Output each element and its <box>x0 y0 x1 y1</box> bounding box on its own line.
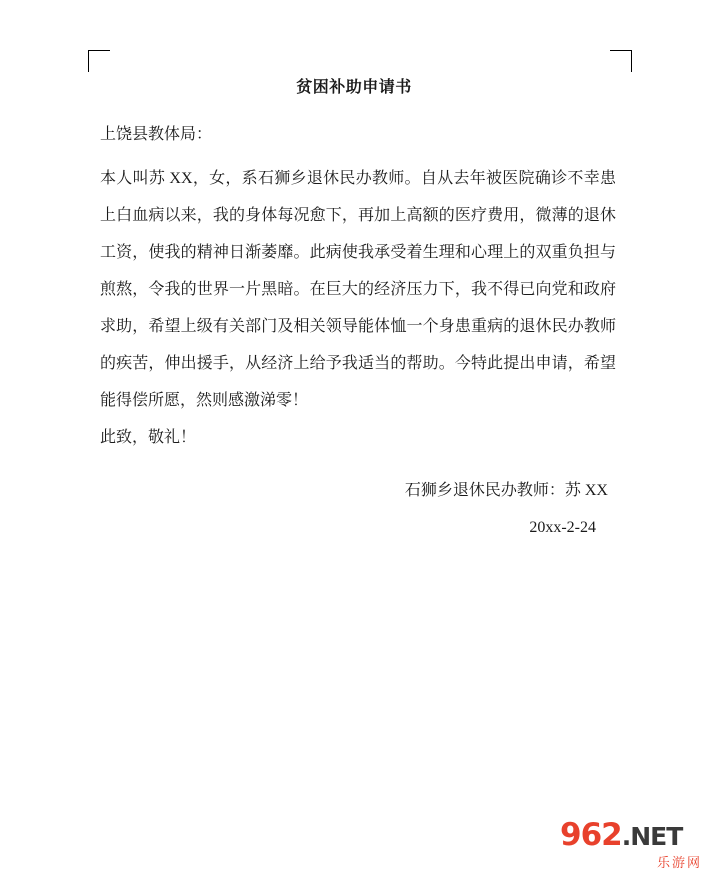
date-line: 20xx-2-24 <box>529 519 596 536</box>
watermark-subtitle: 乐游网 <box>656 856 702 871</box>
watermark-logo-text <box>560 818 702 854</box>
closing-line: 此致，敬礼！ <box>100 429 197 446</box>
signature-line: 石狮乡退休民办教师：苏 XX <box>404 482 608 499</box>
crop-mark-top-right <box>610 50 632 72</box>
salutation-line: 上饶县教体局： <box>100 126 213 143</box>
watermark-number: 962 <box>560 817 622 853</box>
document-title: 贫困补助申请书 <box>296 79 412 96</box>
watermark-domain: .NET <box>621 822 683 851</box>
document-content <box>92 76 616 546</box>
crop-mark-top-left <box>88 50 110 72</box>
site-watermark <box>560 818 702 870</box>
body-paragraph: 本人叫苏 XX，女，系石狮乡退休民办教师。自从去年被医院确诊不幸患上白血病以来，我的身体每况愈下，再加上高额的医疗费用，微薄的退休工资，使我的精神日渐萎靡。此病使我承受着生理和心理上的双重负担与煎熬，令我的世界一片黑暗。在巨大的经济压力下，我不得已向党和政府求助，希望上级有关部门及相关领导能体恤一个身患重病的退休民办教师的疾苦，伸出援手，从经济上给予我适当的帮助。今特此提出申请，希望能得偿所愿，然则感激涕零！ <box>100 170 616 409</box>
